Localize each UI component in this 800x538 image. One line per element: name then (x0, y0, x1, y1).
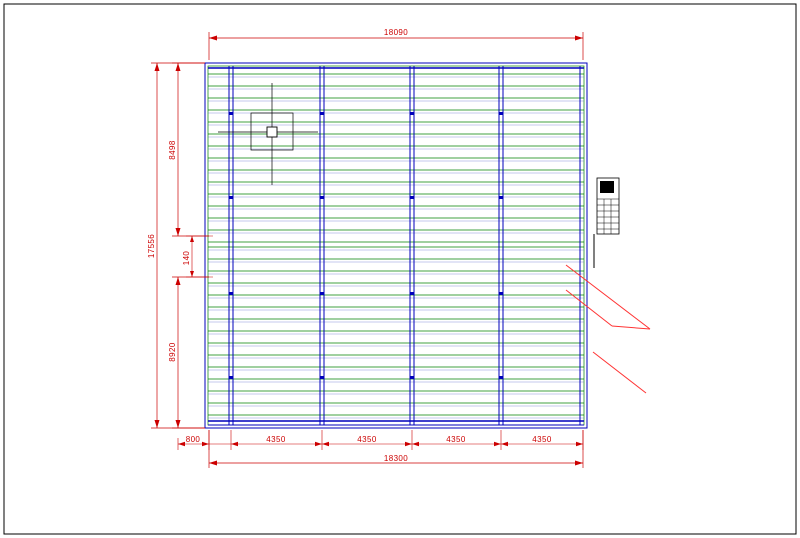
beam-lines (229, 66, 580, 425)
dimension-top-label: 18090 (383, 28, 409, 37)
dimension-left-lower-label: 8920 (168, 342, 177, 362)
dimension-segment-1-label: 800 (185, 435, 201, 444)
dimension-left-middle-label: 140 (182, 250, 191, 266)
dimension-segment-3-label: 4350 (357, 435, 377, 444)
dimension-bottom-overall (209, 430, 583, 468)
equipment-panel-symbol[interactable] (594, 178, 619, 268)
dimension-top (209, 28, 583, 60)
dimension-segment-5-label: 4350 (532, 435, 552, 444)
dimension-left-overall-label: 17556 (147, 233, 156, 259)
edge-beam-band (208, 68, 584, 425)
dimension-left-lower (168, 277, 209, 428)
dimension-left-upper-label: 8498 (168, 140, 177, 160)
dimension-segment-4-label: 4350 (446, 435, 466, 444)
dimension-segment-2-label: 4350 (266, 435, 286, 444)
dimension-bottom-overall-label: 18300 (383, 454, 409, 463)
slab-outline (205, 63, 587, 428)
leader-lines (566, 265, 650, 393)
connection-nodes (230, 112, 503, 379)
dimension-left-upper (168, 63, 209, 236)
dimension-left-overall (147, 63, 205, 428)
dimension-bottom-segments (178, 430, 583, 450)
